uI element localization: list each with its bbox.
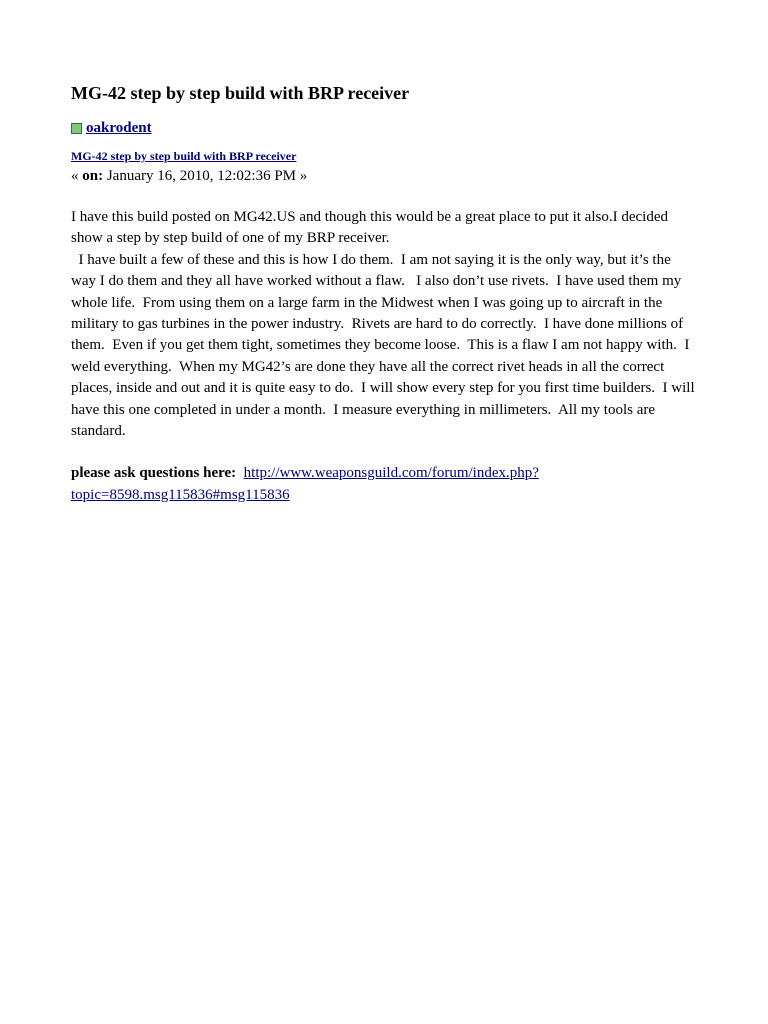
- post-date: January 16, 2010, 12:02:36 PM »: [103, 168, 308, 184]
- forum-post: [71, 82, 696, 506]
- post-title: MG-42 step by step build with BRP receiver: [71, 83, 410, 103]
- post-body: I have this build posted on MG42.US and though this would be a great place to put it also.I decided show a step by step build of one of my BRP receiver. I have built a few of these and this is how I do them. I am not saying it is the only way, but it’s the way I do them and they all have worked without a flaw. I also don’t use rivets. I have used them my whole life. From using them on a large farm in the Midwest when I was going up to aircraft in the military to gas turbines in the power industry. Rivets are hard to do correctly. I have done millions of them. Even if you get them tight, sometimes they become loose. This is a flaw I am not happy with. I weld everything. When my MG42’s are done they have all the correct rivet heads in all the correct places, inside and out and it is quite easy to do. I will show every step for you first time builders. I will have this one completed in under a month. I measure everything in millimeters. All my tools are standard.: [71, 209, 695, 440]
- user-status-icon: [71, 123, 82, 134]
- author-link[interactable]: oakrodent: [86, 119, 152, 136]
- post-meta: [71, 166, 696, 186]
- questions-link[interactable]: http://www.weaponsguild.com/forum/index.php?topic=8598.msg115836#msg115836: [71, 465, 539, 503]
- questions-label: please ask questions here:: [71, 465, 237, 482]
- questions-line: [71, 463, 696, 506]
- author-row: [71, 118, 696, 138]
- meta-prefix: «: [71, 168, 83, 184]
- post-subject-link[interactable]: MG-42 step by step build with BRP receiver: [71, 149, 297, 163]
- meta-on-label: on:: [82, 168, 104, 184]
